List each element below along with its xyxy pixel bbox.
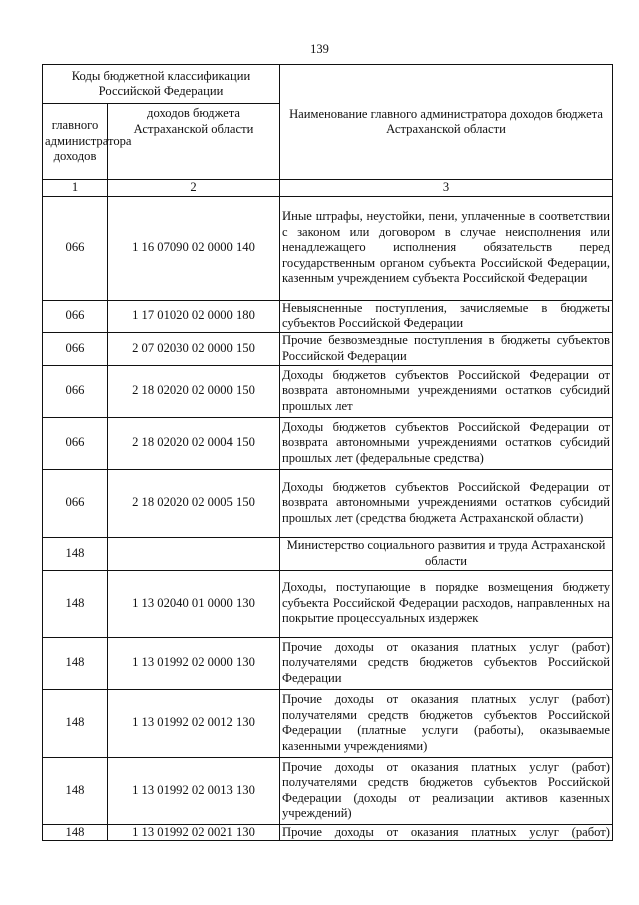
admin-code-cell: 148 [43,757,108,824]
income-name-cell: Прочие доходы от оказания платных услуг (работ) получателями средств бюджетов субъектов Российской Федерации [280,637,613,689]
table-row [43,300,613,332]
column-number-3: 3 [280,180,613,197]
income-code-cell: 1 13 02040 01 0000 130 [108,570,280,637]
income-name-cell: Доходы бюджетов субъектов Российской Федерации от возврата автономными учреждениями остатков субсидий прошлых лет (федеральные средства) [280,417,613,469]
table-row [43,332,613,365]
admin-code-cell: 148 [43,637,108,689]
income-code-cell: 1 13 01992 02 0021 130 [108,824,280,841]
table-row [43,637,613,689]
admin-code-cell: 066 [43,469,108,537]
income-name-cell: Прочие доходы от оказания платных услуг (работ) получателями средств бюджетов субъектов Российской Федерации (платные услуги (работы), оказываемые казенными учреждениями) [280,689,613,757]
income-code-cell: 1 13 01992 02 0000 130 [108,637,280,689]
admin-code-cell: 148 [43,570,108,637]
admin-code-cell: 148 [43,689,108,757]
income-code-cell: 1 16 07090 02 0000 140 [108,196,280,300]
income-name-cell: Невыясненные поступления, зачисляемые в бюджеты субъектов Российской Федерации [280,300,613,332]
income-name-cell: Прочие безвозмездные поступления в бюджеты субъектов Российской Федерации [280,332,613,365]
table-row [43,824,613,841]
income-code-cell: 1 13 01992 02 0012 130 [108,689,280,757]
admin-code-cell: 066 [43,300,108,332]
income-name-cell: Доходы бюджетов субъектов Российской Федерации от возврата автономными учреждениями остатков субсидий прошлых лет [280,365,613,417]
table-row [43,757,613,824]
income-code-cell [108,537,280,570]
admin-code-cell: 066 [43,365,108,417]
column-number-2: 2 [108,180,280,197]
table-row [43,689,613,757]
column-number-1: 1 [43,180,108,197]
table-row [43,196,613,300]
income-code-cell: 2 18 02020 02 0004 150 [108,417,280,469]
table-row [43,365,613,417]
income-code-cell: 2 18 02020 02 0005 150 [108,469,280,537]
administrator-name-cell: Министерство социального развития и труда Астраханской области [280,537,613,570]
budget-classification-table [42,64,613,841]
table-row [43,469,613,537]
income-code-cell: 2 07 02030 02 0000 150 [108,332,280,365]
admin-code-cell: 066 [43,332,108,365]
admin-code-cell: 066 [43,196,108,300]
income-code-cell: 1 17 01020 02 0000 180 [108,300,280,332]
page-number: 139 [310,42,329,56]
header-codes-group: Коды бюджетной классификации Российской Федерации [43,65,280,104]
income-code-cell: 2 18 02020 02 0000 150 [108,365,280,417]
header-income-code: доходов бюджета Астраханской области [108,104,280,180]
income-code-cell: 1 13 01992 02 0013 130 [108,757,280,824]
income-name-cell: Доходы бюджетов субъектов Российской Федерации от возврата автономными учреждениями остатков субсидий прошлых лет (средства бюджета Астраханской области) [280,469,613,537]
income-name-cell: Доходы, поступающие в порядке возмещения бюджету субъекта Российской Федерации расходов, направленных на покрытие процессуальных издержек [280,570,613,637]
admin-code-cell: 066 [43,417,108,469]
income-name-cell: Прочие доходы от оказания платных услуг (работ) [280,824,613,841]
admin-code-cell: 148 [43,824,108,841]
table-row [43,417,613,469]
header-admin-code: главного администратора доходов [43,104,108,180]
income-name-cell: Иные штрафы, неустойки, пени, уплаченные в соответствии с законом или договором в случае неисполнения или ненадлежащего исполнения обязательств перед государственным органом субъекта Российской Федерации, казенным учреждением субъекта Российской Федерации [280,196,613,300]
income-name-cell: Прочие доходы от оказания платных услуг (работ) получателями средств бюджетов субъектов Российской Федерации (доходы от реализации активов казенных учреждений) [280,757,613,824]
admin-code-cell: 148 [43,537,108,570]
table-row [43,537,613,570]
header-administrator-name: Наименование главного администратора доходов бюджета Астраханской области [280,65,613,180]
table-row [43,570,613,637]
